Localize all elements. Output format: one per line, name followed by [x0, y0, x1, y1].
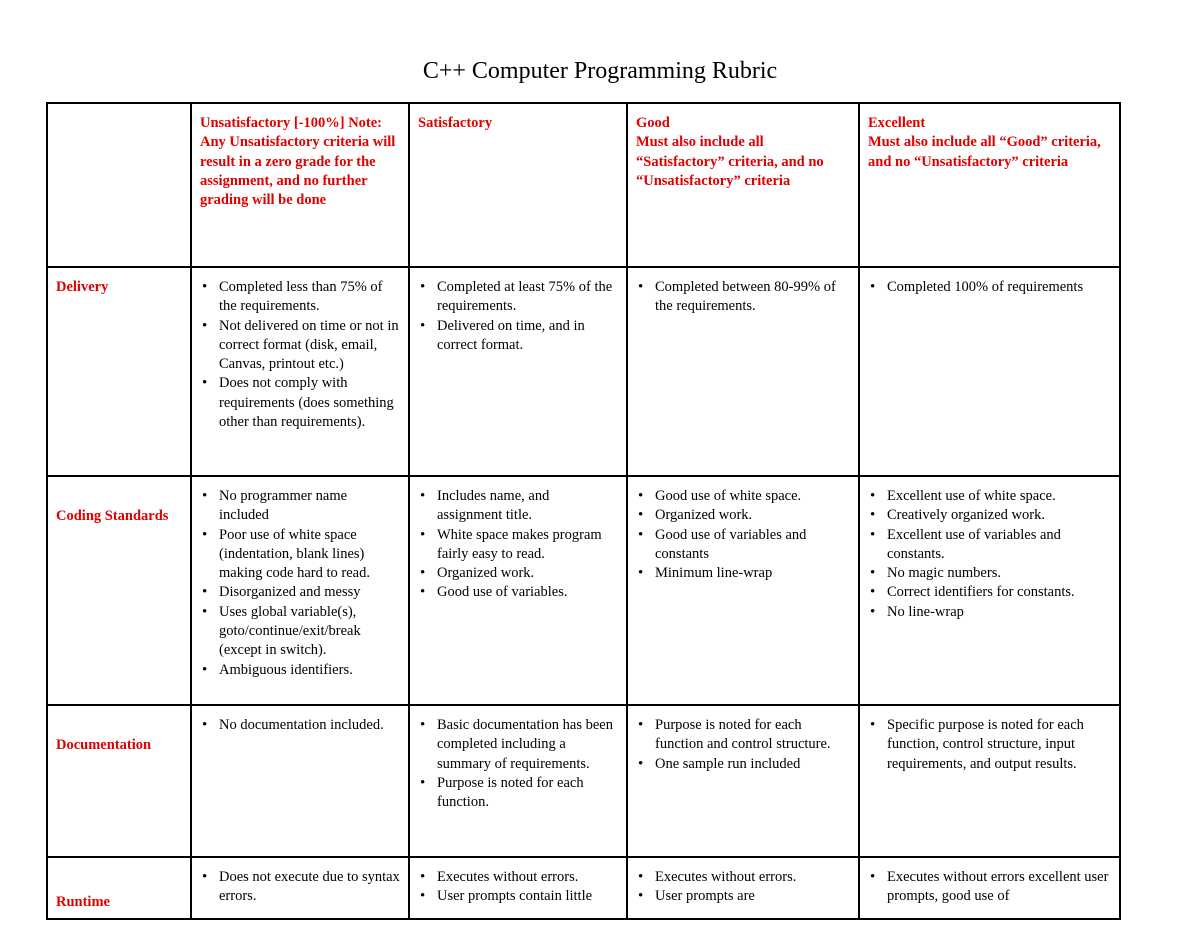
criterion-item: • Completed 100% of requirements	[868, 278, 1111, 297]
criterion-item: • Organized work.	[636, 506, 850, 525]
criterion-item: • User prompts are	[636, 887, 850, 906]
row-label-text: Delivery	[56, 279, 109, 295]
criterion-item: • Correct identifiers for constants.	[868, 583, 1111, 602]
header-unsatisfactory-text: Unsatisfactory [-100%] Note: Any Unsatisfactory criteria will result in a zero grade for the assignment, and no further grading will be done	[200, 115, 396, 209]
cell-runtime-unsatisfactory	[191, 857, 409, 919]
cell-delivery-excellent	[859, 267, 1120, 476]
row-delivery	[47, 267, 1120, 476]
criterion-item: • Includes name, and assignment title.	[418, 487, 618, 526]
header-good	[627, 103, 859, 267]
cell-delivery-good	[627, 267, 859, 476]
cell-runtime-excellent	[859, 857, 1120, 919]
criterion-item: • Completed less than 75% of the requirements.	[200, 278, 400, 317]
criterion-item: • Organized work.	[418, 564, 618, 583]
criterion-item: • Basic documentation has been completed including a summary of requirements.	[418, 716, 618, 774]
criterion-item: • Executes without errors.	[636, 868, 850, 887]
criterion-item: • Completed between 80-99% of the requirements.	[636, 278, 850, 317]
criterion-item: • Uses global variable(s), goto/continue/exit/break (except in switch).	[200, 603, 400, 661]
row-documentation	[47, 705, 1120, 857]
header-satisfactory-text: Satisfactory	[418, 115, 493, 131]
row-label-runtime	[47, 857, 191, 919]
criterion-item: • No documentation included.	[200, 716, 400, 735]
criterion-item: • One sample run included	[636, 755, 850, 774]
criterion-item: • Executes without errors excellent user prompts, good use of	[868, 868, 1111, 907]
criterion-item: • No magic numbers.	[868, 564, 1111, 583]
criterion-item: • Excellent use of white space.	[868, 487, 1111, 506]
cell-coding-excellent	[859, 476, 1120, 705]
criterion-item: • Ambiguous identifiers.	[200, 661, 400, 680]
header-good-name: Good	[636, 115, 670, 131]
cell-documentation-excellent	[859, 705, 1120, 857]
criterion-item: • Purpose is noted for each function and control structure.	[636, 716, 850, 755]
cell-delivery-unsatisfactory	[191, 267, 409, 476]
header-unsatisfactory	[191, 103, 409, 267]
header-row	[47, 103, 1120, 267]
criterion-item: • Specific purpose is noted for each function, control structure, input requirements, and output results.	[868, 716, 1111, 774]
rubric-table	[46, 102, 1121, 920]
criterion-item: • User prompts contain little	[418, 887, 618, 906]
criterion-item: • No programmer name included	[200, 487, 400, 526]
header-excellent-name: Excellent	[868, 115, 926, 131]
cell-delivery-satisfactory	[409, 267, 627, 476]
cell-coding-satisfactory	[409, 476, 627, 705]
criterion-item: • Does not execute due to syntax errors.	[200, 868, 400, 907]
cell-documentation-good	[627, 705, 859, 857]
row-runtime	[47, 857, 1120, 919]
row-label-text: Runtime	[56, 893, 110, 910]
row-label-documentation	[47, 705, 191, 857]
criterion-item: • No line-wrap	[868, 603, 1111, 622]
header-good-note: Must also include all “Satisfactory” criteria, and no “Unsatisfactory” criteria	[636, 134, 824, 189]
criterion-item: • Purpose is noted for each function.	[418, 774, 618, 813]
criterion-item: • Good use of variables and constants	[636, 526, 850, 565]
criterion-item: • Executes without errors.	[418, 868, 618, 887]
row-label-text: Coding Standards	[56, 508, 169, 524]
header-excellent	[859, 103, 1120, 267]
criterion-item: • Good use of variables.	[418, 583, 618, 602]
criterion-item: • Good use of white space.	[636, 487, 850, 506]
criterion-item: • Delivered on time, and in correct format.	[418, 317, 618, 356]
page-title: C++ Computer Programming Rubric	[422, 58, 778, 84]
header-excellent-note: Must also include all “Good” criteria, and no “Unsatisfactory” criteria	[868, 134, 1101, 170]
cell-documentation-unsatisfactory	[191, 705, 409, 857]
cell-coding-unsatisfactory	[191, 476, 409, 705]
cell-documentation-satisfactory	[409, 705, 627, 857]
row-label-delivery	[47, 267, 191, 476]
row-label-coding-standards	[47, 476, 191, 705]
criterion-item: • Poor use of white space (indentation, blank lines) making code hard to read.	[200, 526, 400, 584]
criterion-item: • White space makes program fairly easy to read.	[418, 526, 618, 565]
header-satisfactory	[409, 103, 627, 267]
row-label-text: Documentation	[56, 737, 152, 753]
criterion-item: • Creatively organized work.	[868, 506, 1111, 525]
criterion-item: • Disorganized and messy	[200, 583, 400, 602]
cell-runtime-satisfactory	[409, 857, 627, 919]
criterion-item: • Does not comply with requirements (does something other than requirements).	[200, 374, 400, 432]
criterion-item: • Not delivered on time or not in correct format (disk, email, Canvas, printout etc.)	[200, 317, 400, 375]
cell-coding-good	[627, 476, 859, 705]
criterion-item: • Excellent use of variables and constants.	[868, 526, 1111, 565]
corner-cell	[47, 103, 191, 267]
criterion-item: • Minimum line-wrap	[636, 564, 850, 583]
criterion-item: • Completed at least 75% of the requirements.	[418, 278, 618, 317]
cell-runtime-good	[627, 857, 859, 919]
row-coding-standards	[47, 476, 1120, 705]
